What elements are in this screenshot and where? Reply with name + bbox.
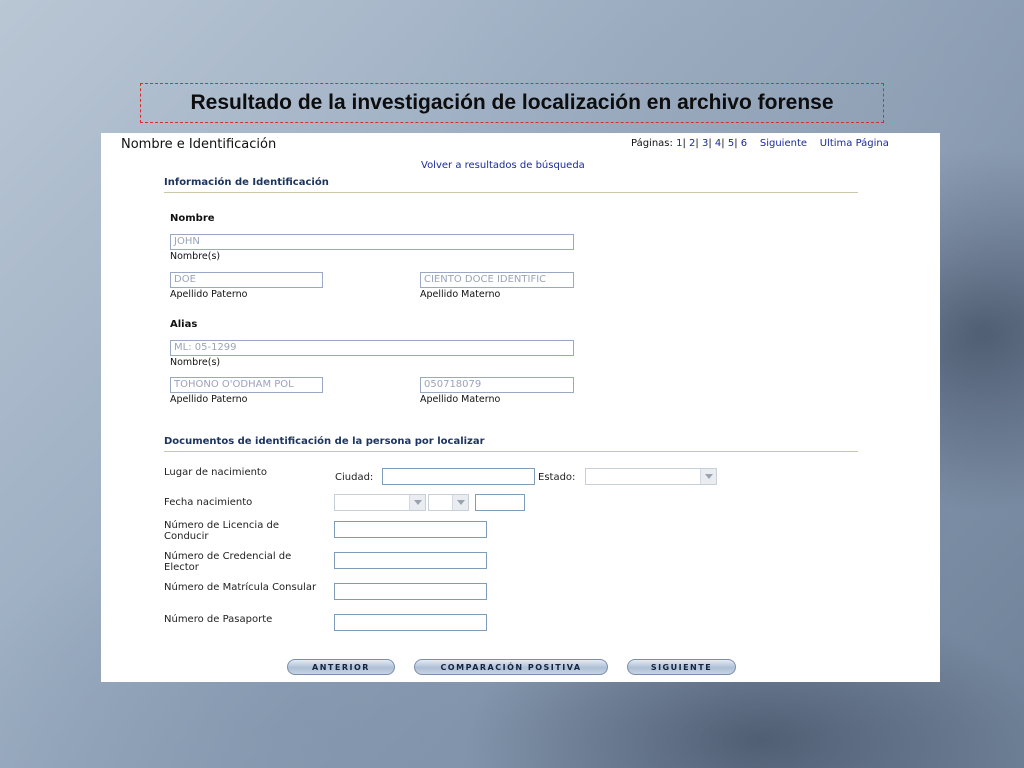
name-maternal-caption: Apellido Materno: [420, 289, 501, 300]
pager-page-3[interactable]: 3: [701, 138, 709, 149]
consular-id-input[interactable]: [334, 583, 487, 600]
positive-match-button[interactable]: COMPARACIÓN POSITIVA: [414, 659, 608, 675]
state-label: Estado:: [538, 472, 576, 483]
chevron-down-icon: [452, 495, 468, 510]
alias-first-names-caption: Nombre(s): [170, 357, 221, 368]
birthdate-year-input[interactable]: [475, 494, 525, 511]
city-label: Ciudad:: [335, 472, 374, 483]
pager-label: Páginas:: [631, 138, 673, 149]
birthplace-label: Lugar de nacimiento: [164, 467, 267, 478]
pager-next-link[interactable]: Siguiente: [759, 138, 808, 149]
passport-input[interactable]: [334, 614, 487, 631]
next-button[interactable]: SIGUIENTE: [627, 659, 736, 675]
alias-group-label: Alias: [170, 319, 198, 330]
name-paternal-field[interactable]: DOE: [170, 272, 323, 288]
birthdate-day-select[interactable]: [334, 494, 426, 511]
identification-divider: [164, 192, 858, 193]
state-select[interactable]: [585, 468, 717, 485]
passport-label: Número de Pasaporte: [164, 614, 273, 625]
panel-heading: Nombre e Identificación: [121, 137, 277, 152]
alias-first-names-field[interactable]: ML: 05-1299: [170, 340, 574, 356]
name-paternal-caption: Apellido Paterno: [170, 289, 248, 300]
consular-id-label: Número de Matrícula Consular: [164, 582, 317, 593]
alias-maternal-caption: Apellido Materno: [420, 394, 501, 405]
name-first-names-caption: Nombre(s): [170, 251, 221, 262]
pager-last-link[interactable]: Ultima Página: [819, 138, 889, 149]
identification-section-title: Información de Identificación: [164, 177, 329, 188]
chevron-down-icon: [700, 469, 716, 484]
license-input[interactable]: [334, 521, 487, 538]
birthdate-month-select[interactable]: [428, 494, 469, 511]
documents-section-title: Documentos de identificación de la persona por localizar: [164, 436, 485, 447]
pager: Páginas: 1| 2| 3| 4| 5| 6 Siguiente Ultima Página: [631, 138, 889, 149]
name-first-names-field[interactable]: JOHN: [170, 234, 574, 250]
alias-paternal-caption: Apellido Paterno: [170, 394, 248, 405]
name-maternal-field[interactable]: CIENTO DOCE IDENTIFIC: [420, 272, 574, 288]
voter-id-label: Número de Credencial de Elector: [164, 551, 292, 573]
alias-maternal-field[interactable]: 050718079: [420, 377, 574, 393]
name-group-label: Nombre: [170, 213, 215, 224]
slide-title: Resultado de la investigación de localización en archivo forense: [190, 91, 834, 114]
pager-page-2[interactable]: 2: [689, 138, 696, 149]
form-panel: [101, 133, 940, 682]
pager-page-1[interactable]: 1: [676, 138, 683, 149]
documents-divider: [164, 451, 858, 452]
pager-page-4[interactable]: 4: [714, 138, 722, 149]
license-label: Número de Licencia de Conducir: [164, 520, 279, 542]
back-to-results-link[interactable]: Volver a resultados de búsqueda: [421, 160, 585, 171]
city-input[interactable]: [382, 468, 535, 485]
slide-title-box: [140, 83, 884, 123]
birthdate-label: Fecha nacimiento: [164, 497, 253, 508]
pager-page-5[interactable]: 5: [727, 138, 735, 149]
voter-id-input[interactable]: [334, 552, 487, 569]
previous-button[interactable]: ANTERIOR: [287, 659, 395, 675]
pager-page-6[interactable]: 6: [740, 138, 748, 149]
alias-paternal-field[interactable]: TOHONO O'ODHAM POL: [170, 377, 323, 393]
chevron-down-icon: [409, 495, 425, 510]
